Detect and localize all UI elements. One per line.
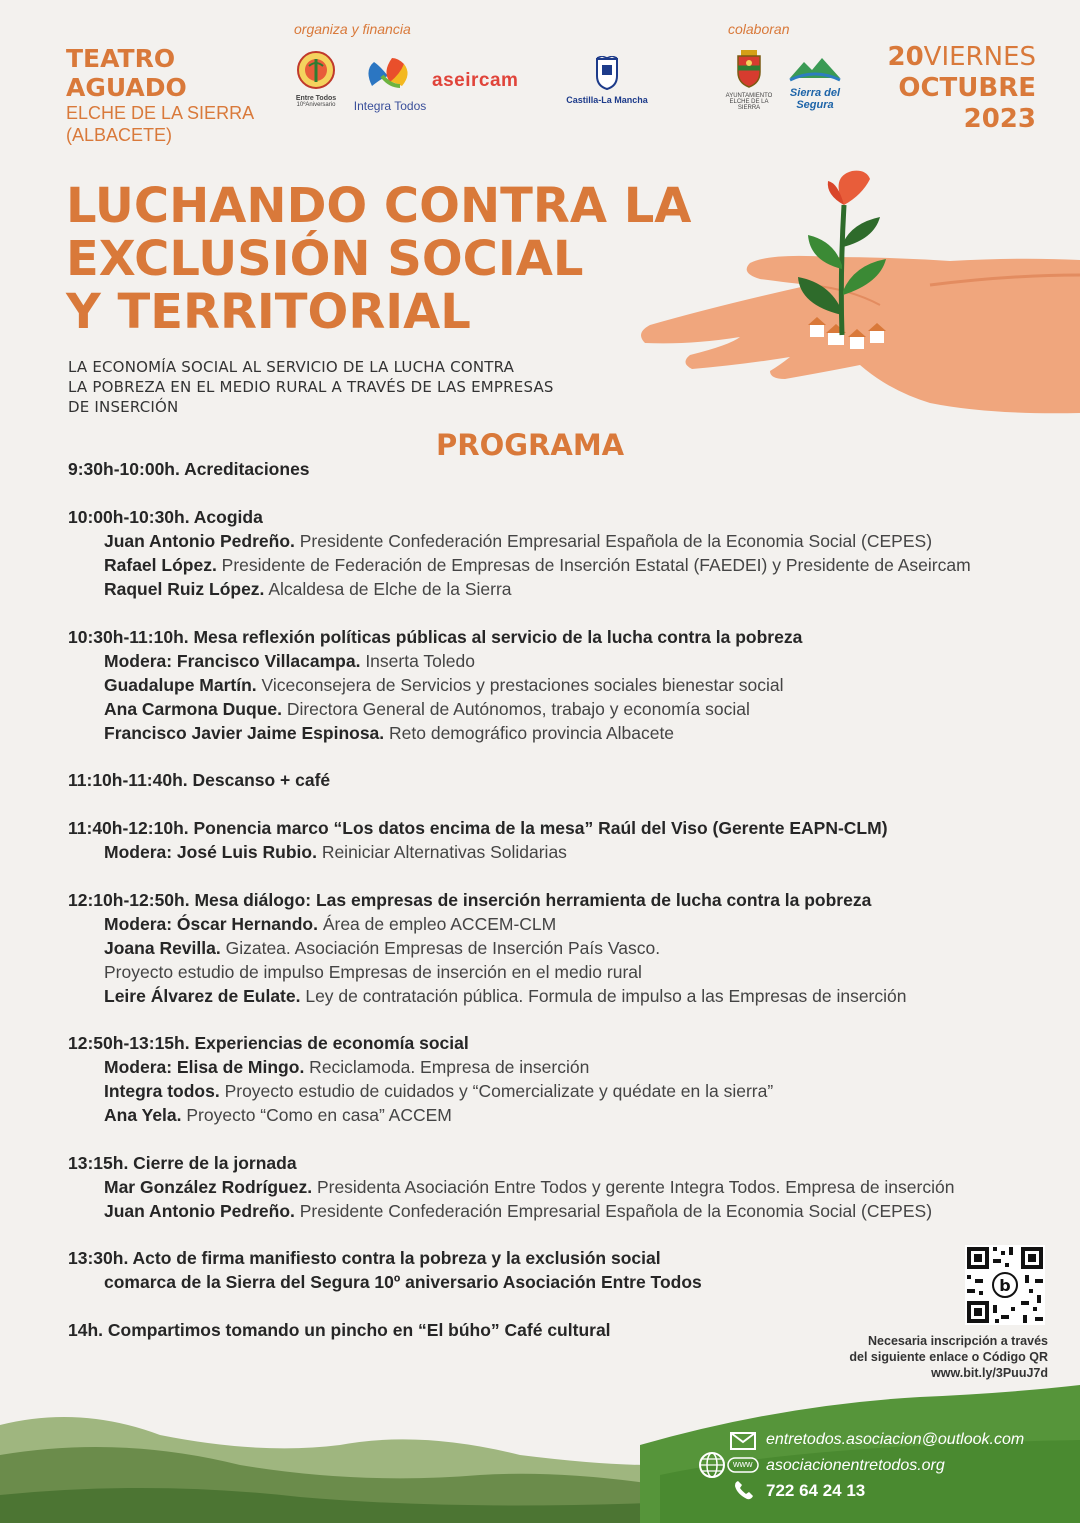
program-block-9: [68, 1246, 1058, 1294]
sierra-del-segura-logo: Sierra del Segura: [786, 54, 844, 111]
program-row: Integra todos. Proyecto estudio de cuidados y “Comercializate y quédate en la sierra”: [104, 1081, 774, 1101]
hand-with-plant-illustration: [630, 165, 1080, 430]
mountains-icon: [788, 54, 842, 82]
program-time: 11:10h-11:40h. Descanso + café: [68, 770, 331, 790]
program-time: 12:10h-12:50h. Mesa diálogo: Las empresas de inserción herramienta de lucha contra la pobreza: [68, 890, 872, 910]
program-time: 14h. Compartimos tomando un pincho en “El búho” Café cultural: [68, 1320, 611, 1340]
program-block-1: [68, 457, 1058, 481]
program-time: 11:40h-12:10h. Ponencia marco “Los datos encima de la mesa” Raúl del Viso (Gerente EAPN-CLM): [68, 818, 888, 838]
program-block-3: [68, 625, 1058, 745]
program-row: Joana Revilla. Gizatea. Asociación Empresas de Inserción País Vasco.: [104, 938, 661, 958]
aseircam-logo: aseircam: [432, 70, 519, 91]
event-subtitle: LA ECONOMÍA SOCIAL AL SERVICIO DE LA LUCHA CONTRA LA POBREZA EN EL MEDIO RURAL A TRAVÉS DE LAS EMPRESAS DE INSERCIÓN: [68, 358, 554, 416]
program-time: 9:30h-10:00h. Acreditaciones: [68, 459, 310, 479]
program-row: Modera: Elisa de Mingo. Reciclamoda. Empresa de inserción: [104, 1057, 590, 1077]
program-row: Rafael López. Presidente de Federación de Empresas de Inserción Estatal (FAEDEI) y Presidente de Aseircam: [104, 555, 971, 575]
program-time: 12:50h-13:15h. Experiencias de economía social: [68, 1033, 469, 1053]
date-year: 2023: [963, 104, 1036, 134]
contact-email[interactable]: entretodos.asociacion@outlook.com: [766, 1431, 1025, 1448]
programa-heading: PROGRAMA: [436, 428, 625, 462]
program-row: Guadalupe Martín. Viceconsejera de Servicios y prestaciones sociales bienestar social: [104, 675, 784, 695]
green-hills-background: [0, 1385, 1080, 1523]
program-row: Ana Carmona Duque. Directora General de Autónomos, trabajo y economía social: [104, 699, 750, 719]
collaborators-label: colaboran: [728, 21, 790, 37]
program-time: 13:30h. Acto de firma manifiesto contra la pobreza y la exclusión social: [68, 1248, 661, 1268]
program-row: Juan Antonio Pedreño. Presidente Confederación Empresarial Española de la Economia Social (CEPES): [104, 531, 933, 551]
program-row: Leire Álvarez de Eulate. Ley de contratación pública. Formula de impulso a las Empresas de inserción: [104, 986, 907, 1006]
date-weekday: VIERNES: [923, 42, 1036, 72]
entre-todos-logo: Entre Todos 10ºAniversario: [290, 50, 342, 108]
event-title: LUCHANDO CONTRA LA EXCLUSIÓN SOCIAL Y TERRITORIAL: [66, 178, 692, 340]
castilla-la-mancha-shield-icon: [594, 56, 620, 90]
svg-text:b: b: [999, 1276, 1011, 1295]
program-block-5: [68, 816, 1058, 864]
program-row: Proyecto estudio de impulso Empresas de inserción en el medio rural: [104, 962, 642, 982]
program-row: comarca de la Sierra del Segura 10º aniversario Asociación Entre Todos: [104, 1272, 702, 1292]
municipal-coat-of-arms-icon: [734, 50, 764, 88]
web-badge: www: [733, 1459, 753, 1469]
program-row: Raquel Ruiz López. Alcaldesa de Elche de la Sierra: [104, 579, 512, 599]
program-row: Mar González Rodríguez. Presidenta Asociación Entre Todos y gerente Integra Todos. Empresa de inserción: [104, 1177, 955, 1197]
venue-name: TEATRO AGUADO: [66, 44, 187, 102]
program-row: Ana Yela. Proyecto “Como en casa” ACCEM: [104, 1105, 452, 1125]
program-block-8: [68, 1151, 1058, 1223]
registration-link[interactable]: www.bit.ly/3PuuJ7d: [931, 1366, 1048, 1380]
contact-phone[interactable]: 722 64 24 13: [766, 1481, 866, 1500]
event-date: [887, 42, 1036, 135]
venue-location: ELCHE DE LA SIERRA (ALBACETE): [66, 103, 255, 145]
integra-todos-logo: Integra Todos: [352, 52, 428, 113]
phone-icon: [733, 1479, 755, 1501]
date-month: OCTUBRE: [898, 73, 1036, 103]
program-time: 10:30h-11:10h. Mesa reflexión políticas públicas al servicio de la lucha contra la pobreza: [68, 627, 803, 647]
ayuntamiento-logo: AYUNTAMIENTO ELCHE DE LA SIERRA: [718, 50, 780, 111]
castilla-la-mancha-logo: Castilla-La Mancha: [565, 56, 649, 105]
contact-website[interactable]: asociacionentretodos.org: [766, 1457, 945, 1474]
entre-todos-icon: [290, 50, 342, 90]
registration-note: Necesaria inscripción a través del siguiente enlace o Código QR www.bit.ly/3PuuJ7d: [808, 1333, 1048, 1381]
qr-code-icon[interactable]: [965, 1245, 1045, 1325]
program-block-4: [68, 768, 1058, 792]
integra-todos-icon: [352, 52, 428, 96]
program-row: Modera: Francisco Villacampa. Inserta Toledo: [104, 651, 475, 671]
program-block-6: [68, 888, 1058, 1008]
program-row: Modera: José Luis Rubio. Reiniciar Alternativas Solidarias: [104, 842, 567, 862]
program-block-7: [68, 1031, 1058, 1127]
program-time: 13:15h. Cierre de la jornada: [68, 1153, 297, 1173]
program-block-2: [68, 505, 1058, 601]
program-row: Juan Antonio Pedreño. Presidente Confederación Empresarial Española de la Economia Social (CEPES): [104, 1201, 933, 1221]
envelope-icon: [730, 1432, 756, 1450]
organizers-label: organiza y financia: [294, 21, 411, 37]
program-row: Francisco Javier Jaime Espinosa. Reto demográfico provincia Albacete: [104, 723, 675, 743]
program-row: Modera: Óscar Hernando. Área de empleo ACCEM-CLM: [104, 914, 557, 934]
date-day: 20: [887, 42, 924, 72]
program-time: 10:00h-10:30h. Acogida: [68, 507, 263, 527]
